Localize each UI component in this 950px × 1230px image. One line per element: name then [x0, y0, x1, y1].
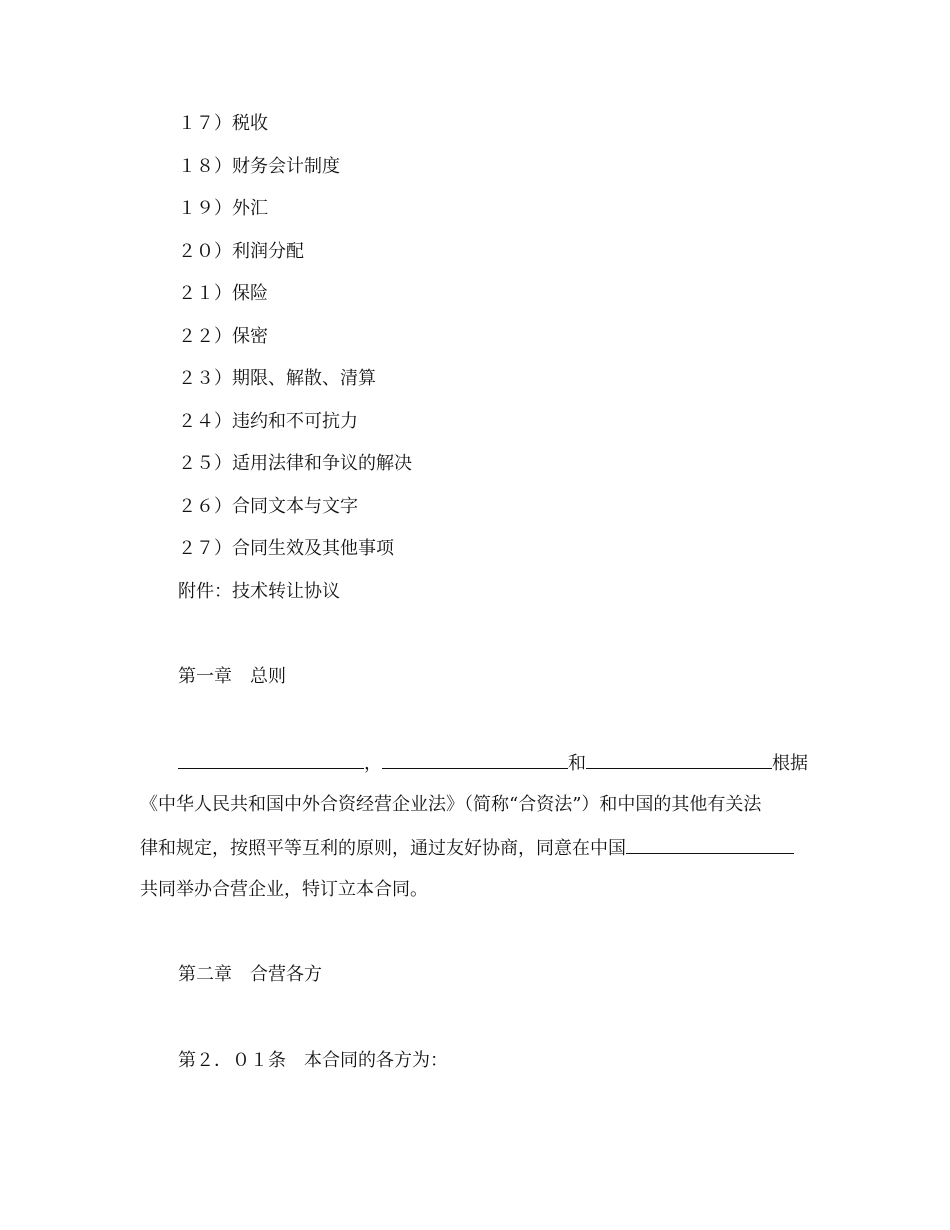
toc-item-20: ２０）利润分配 [178, 241, 304, 262]
paragraph-line-4: 共同举办合营企业，特订立本合同。 [140, 879, 428, 900]
article-2-01-text: 本合同的各方为： [304, 1050, 448, 1071]
toc-item-23: ２３）期限、解散、清算 [178, 368, 376, 389]
chapter-2-number: 第二章 [178, 964, 232, 985]
location-blank[interactable] [626, 835, 794, 854]
chapter-2-heading [178, 963, 322, 987]
party-a-blank[interactable] [178, 750, 364, 769]
comma-separator: ， [364, 753, 382, 774]
party-b-blank[interactable] [382, 750, 568, 769]
paragraph-line-3 [140, 835, 794, 861]
toc-item-24: ２４）违约和不可抗力 [178, 411, 358, 432]
toc-item-26: ２６）合同文本与文字 [178, 496, 358, 517]
paragraph-line-3-text: 律和规定，按照平等互利的原则，通过友好协商，同意在中国 [140, 838, 626, 859]
toc-item-22: ２２）保密 [178, 326, 268, 347]
toc-item-17: １７）税收 [178, 113, 268, 134]
toc-item-19: １９）外汇 [178, 198, 268, 219]
toc-item-18: １８）财务会计制度 [178, 156, 340, 177]
chapter-1-number: 第一章 [178, 666, 232, 687]
toc-item-21: ２１）保险 [178, 283, 268, 304]
toc-item-25: ２５）适用法律和争议的解决 [178, 453, 412, 474]
article-2-01 [178, 1049, 448, 1073]
and-word: 和 [568, 753, 586, 774]
chapter-1-title: 总则 [250, 666, 286, 687]
paragraph-line-2: 《中华人民共和国中外合资经营企业法》（简称“合资法”）和中国的其他有关法 [140, 794, 762, 815]
party-c-blank[interactable] [586, 750, 772, 769]
toc-item-27: ２７）合同生效及其他事项 [178, 538, 394, 559]
general-provisions-paragraph [140, 750, 812, 900]
chapter-1-heading [178, 665, 286, 689]
article-2-01-number: 第２．０１条 [178, 1050, 286, 1071]
basis-word: 根据 [772, 753, 808, 774]
paragraph-line-1 [178, 750, 808, 776]
chapter-2-title: 合营各方 [250, 964, 322, 985]
attachment-line: 附件：技术转让协议 [178, 581, 340, 602]
